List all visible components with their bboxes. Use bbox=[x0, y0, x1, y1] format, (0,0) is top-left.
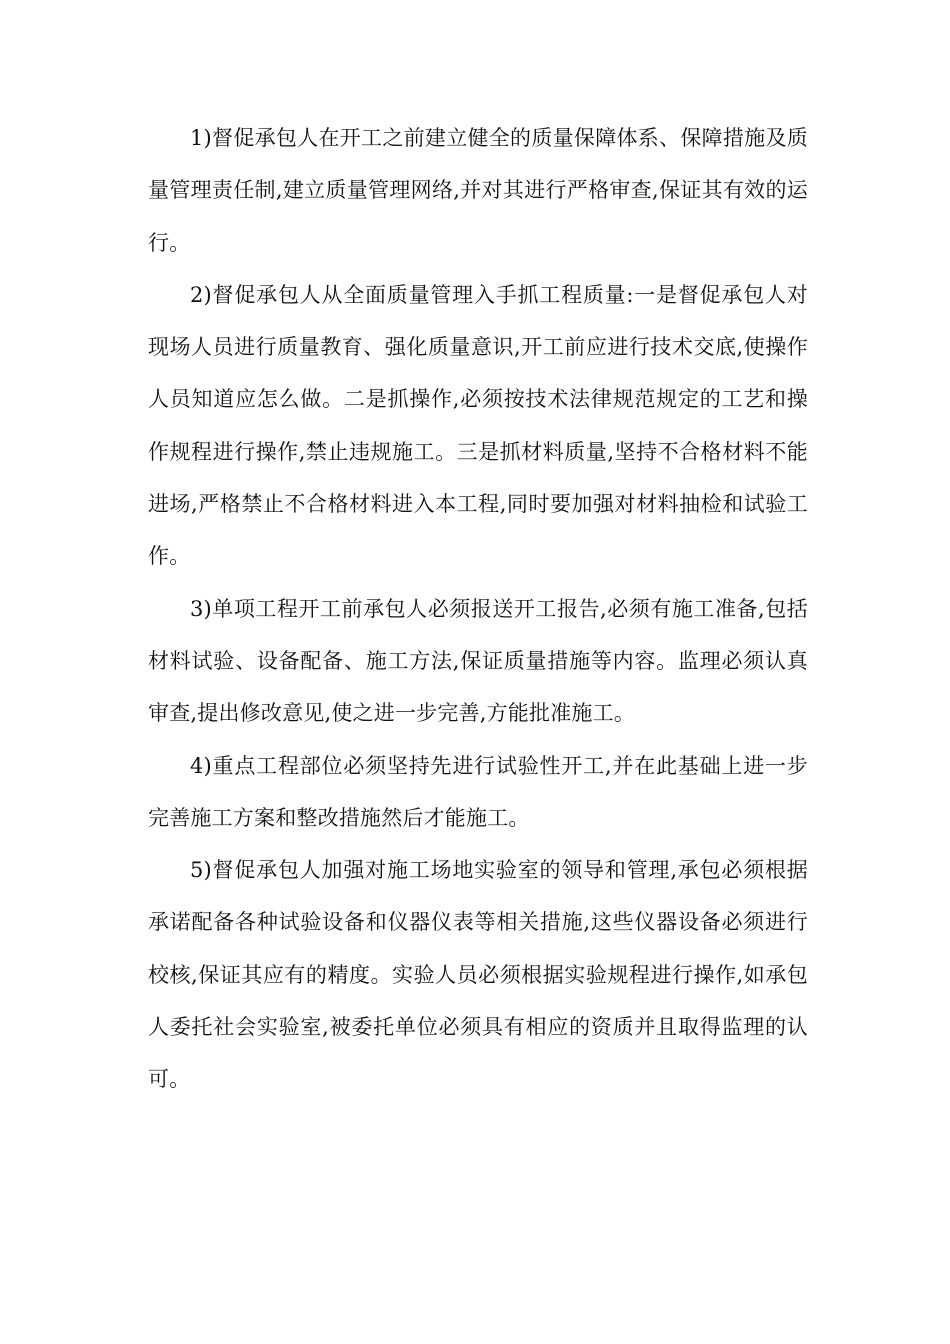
paragraph-1: 1)督促承包人在开工之前建立健全的质量保障体系、保障措施及质量管理责任制,建立质量管理网络,并对其进行严格审查,保证其有效的运行。 bbox=[148, 126, 808, 255]
paragraph-2: 2)督促承包人从全面质量管理入手抓工程质量:一是督促承包人对现场人员进行质量教育、强化质量意识,开工前应进行技术交底,使操作人员知道应怎么做。二是抓操作,必须按技术法律规范规定的工艺和操作规程进行操作,禁止违规施工。三是抓材料质量,坚持不合格材料不能进场,严格禁止不合格材料进入本工程,同时要加强对材料抽检和试验工作。 bbox=[148, 282, 808, 569]
paragraph-3: 3)单项工程开工前承包人必须报送开工报告,必须有施工准备,包括材料试验、设备配备、施工方法,保证质量措施等内容。监理必须认真审查,提出修改意见,使之进一步完善,方能批准施工。 bbox=[148, 596, 808, 726]
paragraph-4: 4)重点工程部位必须坚持先进行试验性开工,并在此基础上进一步完善施工方案和整改措施然后才能施工。 bbox=[148, 753, 808, 830]
document-body bbox=[148, 112, 808, 1106]
paragraph-5: 5)督促承包人加强对施工场地实验室的领导和管理,承包必须根据承诺配备各种试验设备和仪器仪表等相关措施,这些仪器设备必须进行校核,保证其应有的精度。实验人员必须根据实验规程进行操作,如承包人委托社会实验室,被委托单位必须具有相应的资质并且取得监理的认可。 bbox=[148, 858, 808, 1092]
